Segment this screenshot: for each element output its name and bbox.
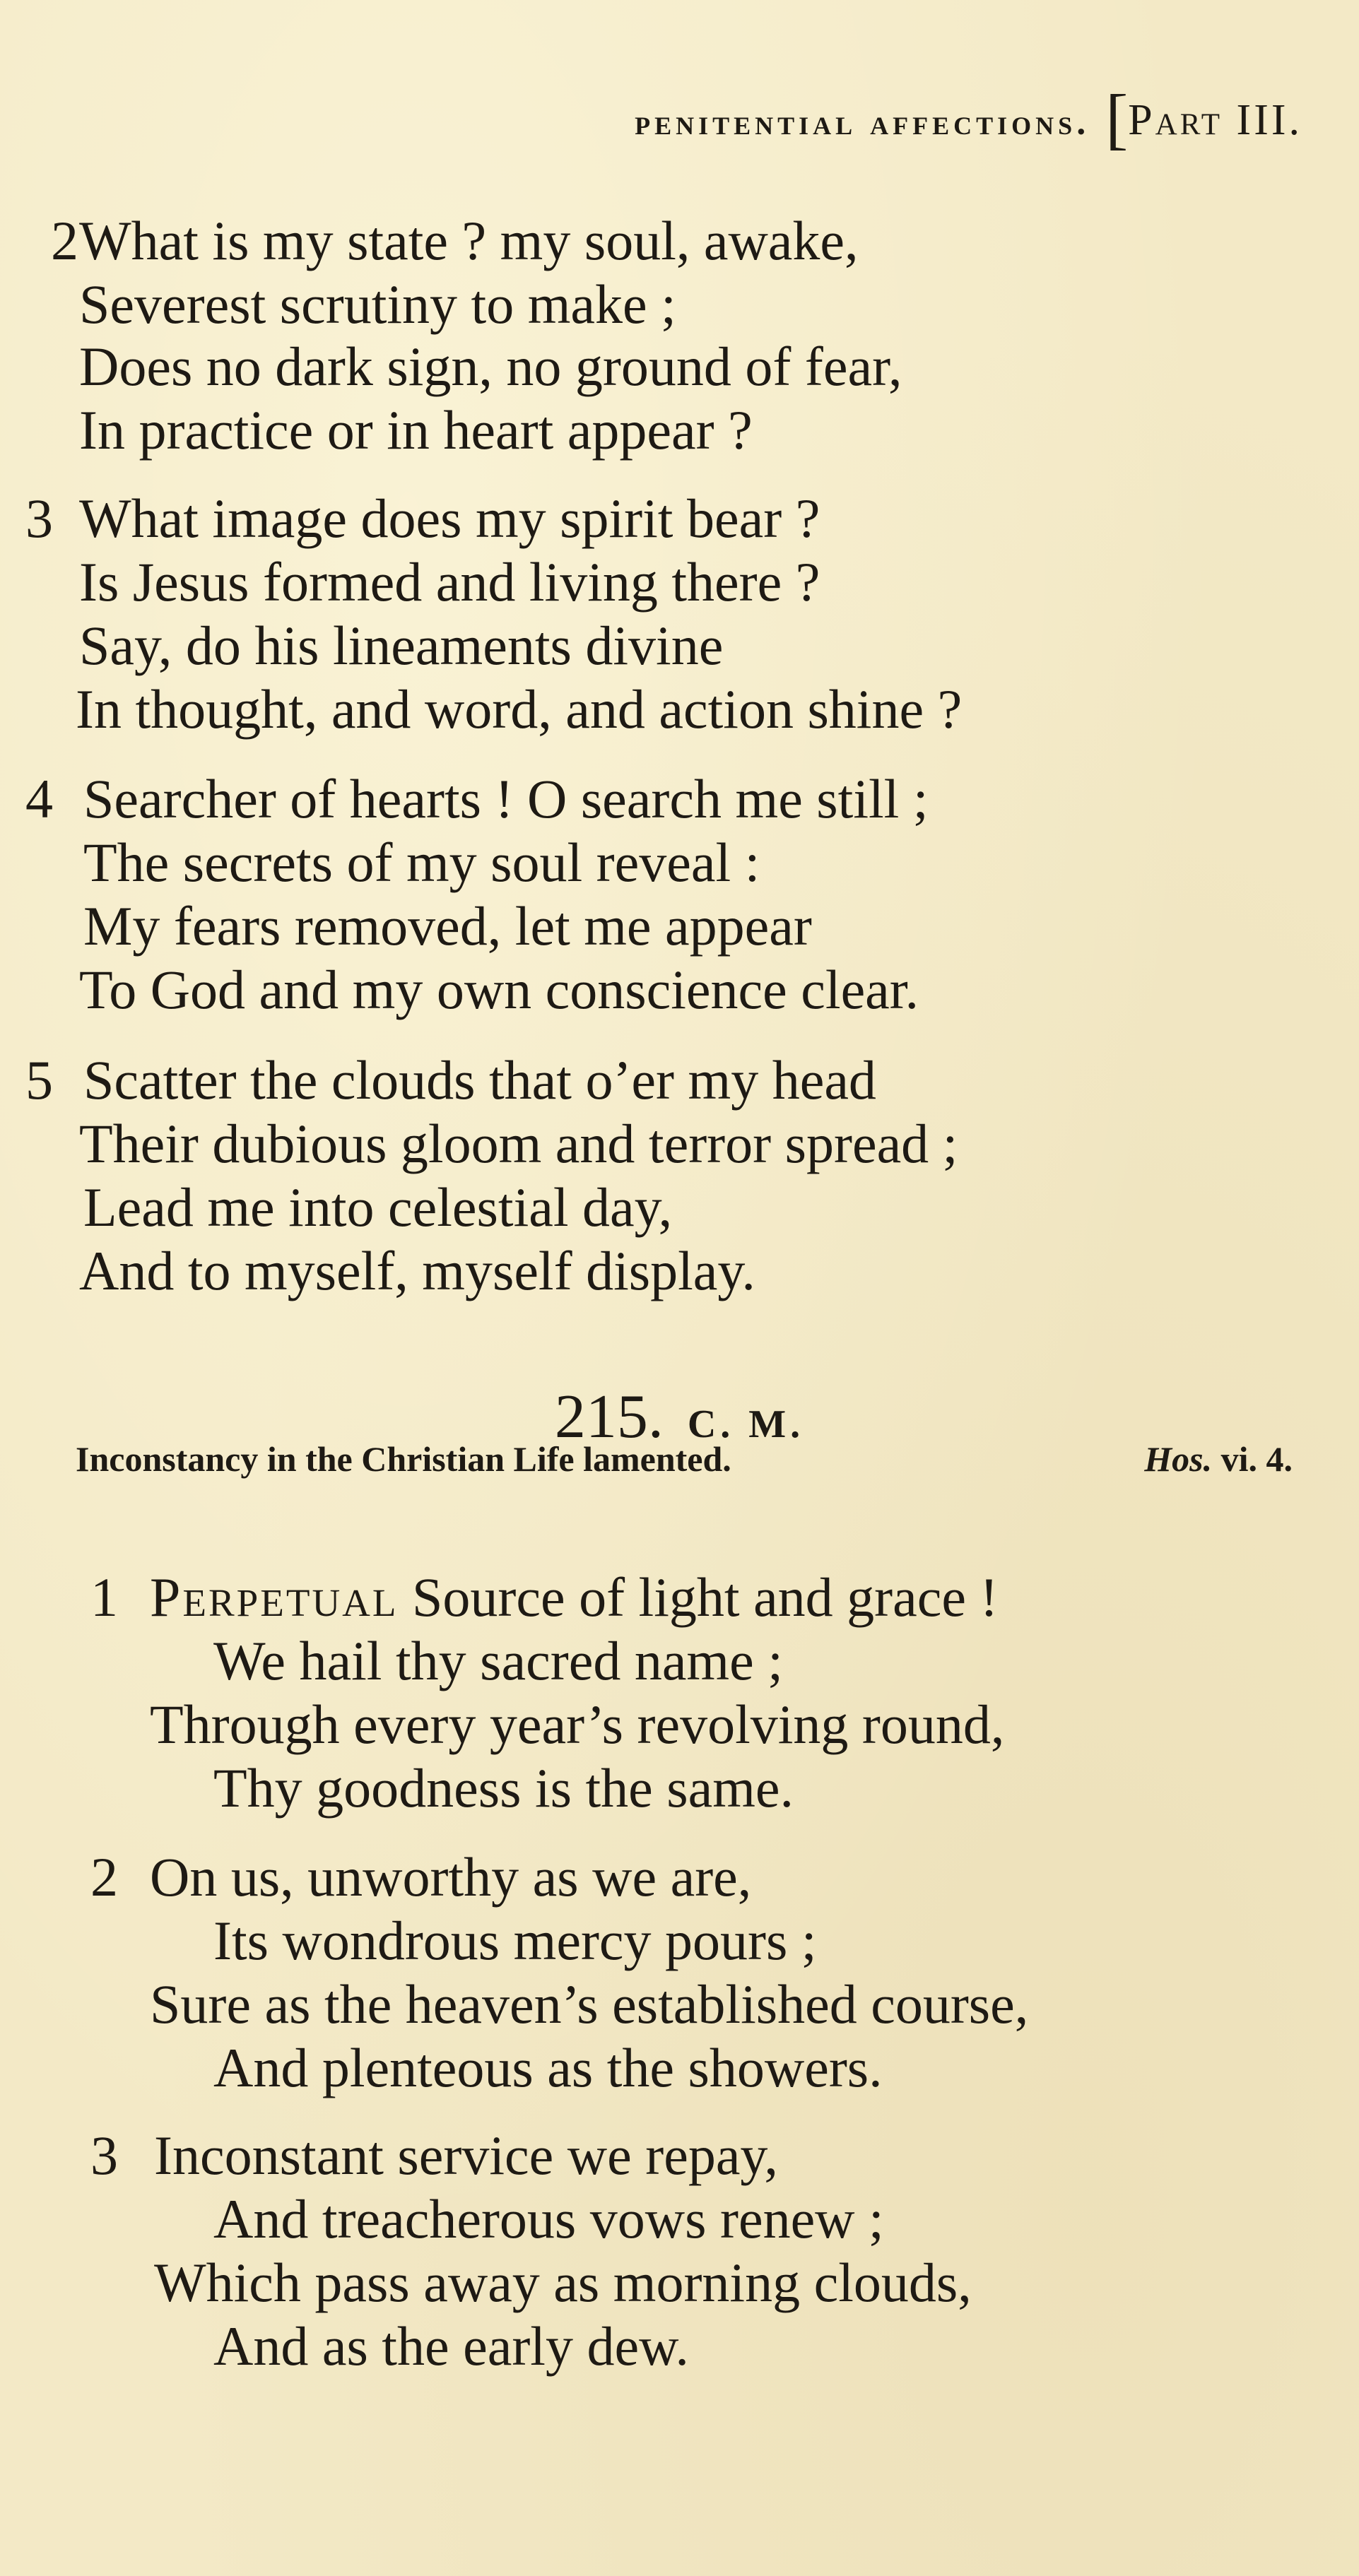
verse-number: 3 bbox=[90, 2125, 118, 2186]
verse-number: 2 bbox=[51, 210, 78, 271]
hymn-subject bbox=[76, 1439, 1293, 1479]
verse-number: 5 bbox=[25, 1049, 53, 1111]
verse-line: Lead me into celestial day, bbox=[83, 1176, 673, 1238]
verse-line: Through every year’s revolving round, bbox=[150, 1694, 1005, 1755]
verse-number: 3 bbox=[25, 488, 53, 549]
running-header bbox=[0, 79, 1302, 158]
verse-line: Their dubious gloom and terror spread ; bbox=[79, 1113, 958, 1174]
verse-line: Inconstant service we repay, bbox=[154, 2125, 778, 2186]
reference-chapter-verse: vi. 4. bbox=[1220, 1439, 1293, 1479]
verse-line: Sure as the heaven’s established course, bbox=[150, 1973, 1029, 2035]
verse-line: In thought, and word, and action shine ? bbox=[76, 678, 963, 740]
verse-line: What is my state ? my soul, awake, bbox=[79, 210, 859, 271]
verse-line: Does no dark sign, no ground of fear, bbox=[79, 336, 902, 397]
verse-line: Is Jesus formed and living there ? bbox=[79, 551, 820, 613]
verse-line: On us, unworthy as we are, bbox=[150, 1846, 752, 1908]
verse-line bbox=[150, 1566, 999, 1628]
reference-book: Hos. bbox=[1144, 1439, 1213, 1479]
verse-line: Which pass away as morning clouds, bbox=[154, 2252, 972, 2313]
verse-line: Say, do his lineaments divine bbox=[79, 615, 724, 676]
hymn-number: 215. bbox=[554, 1383, 664, 1451]
first-word: Perpetual bbox=[150, 1566, 399, 1628]
verse-line: And as the early dew. bbox=[213, 2315, 689, 2377]
verse-line: We hail thy sacred name ; bbox=[213, 1630, 783, 1691]
verse-line: Its wondrous mercy pours ; bbox=[213, 1910, 817, 1971]
verse-line: And to myself, myself display. bbox=[79, 1240, 755, 1301]
hymn-subject-title: Inconstancy in the Christian Life lamented. bbox=[76, 1439, 731, 1479]
verse-line: And treacherous vows renew ; bbox=[213, 2188, 884, 2250]
hymn-meter: C. M. bbox=[687, 1402, 805, 1446]
verse-line: To God and my own conscience clear. bbox=[79, 959, 919, 1020]
verse-line: And plenteous as the showers. bbox=[213, 2037, 883, 2098]
header-bracket: [ bbox=[1105, 81, 1129, 156]
verse-number: 4 bbox=[25, 768, 53, 829]
verse-number: 2 bbox=[90, 1846, 118, 1908]
running-title: penitential affections. bbox=[635, 102, 1090, 143]
scripture-reference bbox=[1144, 1441, 1293, 1477]
verse-line: Severest scrutiny to make ; bbox=[79, 273, 676, 335]
verse-line: Scatter the clouds that o’er my head bbox=[83, 1049, 876, 1111]
verse-line: In practice or in heart appear ? bbox=[79, 399, 753, 461]
verse-line: What image does my spirit bear ? bbox=[79, 488, 820, 549]
verse-line: Thy goodness is the same. bbox=[213, 1757, 794, 1819]
first-line-rest: Source of light and grace ! bbox=[398, 1566, 999, 1628]
verse-line: Searcher of hearts ! O search me still ; bbox=[83, 768, 929, 829]
verse-line: My fears removed, let me appear bbox=[83, 895, 812, 957]
verse-number: 1 bbox=[90, 1566, 118, 1628]
verse-line: The secrets of my soul reveal : bbox=[83, 832, 760, 893]
part-label: Part III. bbox=[1128, 96, 1302, 144]
